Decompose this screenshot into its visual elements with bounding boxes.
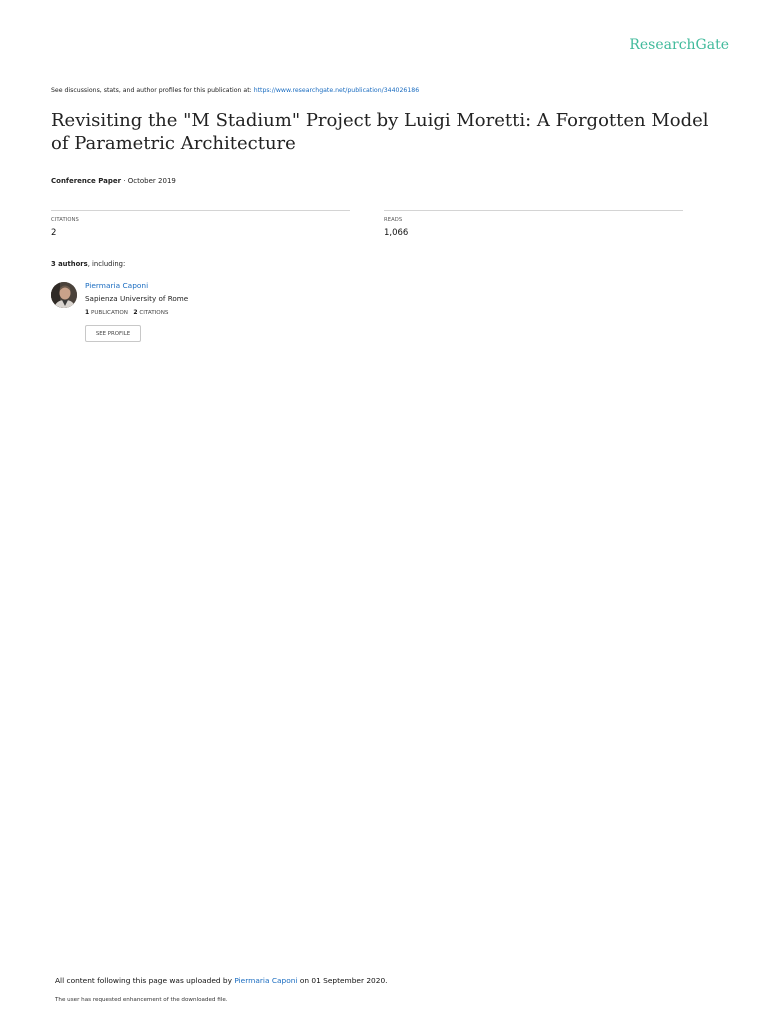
authors-count: 3 authors xyxy=(51,260,88,268)
paper-title: Revisiting the "M Stadium" Project by Luigi Moretti: A Forgotten Model of Parametric Architecture xyxy=(51,110,709,154)
author-affiliation: Sapienza University of Rome xyxy=(85,294,189,303)
author-avatar[interactable] xyxy=(51,282,77,308)
enhancement-note: The user has requested enhancement of the downloaded file. xyxy=(55,997,228,1003)
author-publications-count: 1 xyxy=(85,309,90,316)
uploader-link[interactable]: Piermaria Caponi xyxy=(234,976,298,985)
reads-value: 1,066 xyxy=(384,228,409,238)
author-citations-count: 2 xyxy=(133,309,138,316)
reads-divider xyxy=(384,210,683,211)
see-profile-button[interactable]: SEE PROFILE xyxy=(85,325,141,342)
upload-prefix: All content following this page was uploaded by xyxy=(55,976,235,985)
intro-line xyxy=(51,87,419,94)
citations-divider xyxy=(51,210,350,211)
citations-label: CITATIONS xyxy=(51,217,79,223)
author-publications-label: PUBLICATION xyxy=(90,310,128,316)
avatar-photo-icon xyxy=(51,282,77,308)
reads-label: READS xyxy=(384,217,403,223)
citations-value: 2 xyxy=(51,228,57,238)
publication-type-line xyxy=(51,177,176,185)
publication-date: · October 2019 xyxy=(121,177,176,185)
authors-count-line xyxy=(51,260,125,268)
authors-including: , including: xyxy=(87,260,126,268)
author-name-link[interactable]: Piermaria Caponi xyxy=(85,281,149,290)
publication-type: Conference Paper xyxy=(51,177,122,185)
researchgate-logo[interactable]: ResearchGate xyxy=(629,37,729,53)
publication-url-link[interactable]: https://www.researchgate.net/publication/344026186 xyxy=(253,87,420,94)
intro-text: See discussions, stats, and author profiles for this publication at: xyxy=(51,87,254,94)
upload-info xyxy=(55,976,388,985)
author-citations-label: CITATIONS xyxy=(139,310,169,316)
author-stats xyxy=(85,309,168,316)
upload-suffix: on 01 September 2020. xyxy=(297,976,388,985)
